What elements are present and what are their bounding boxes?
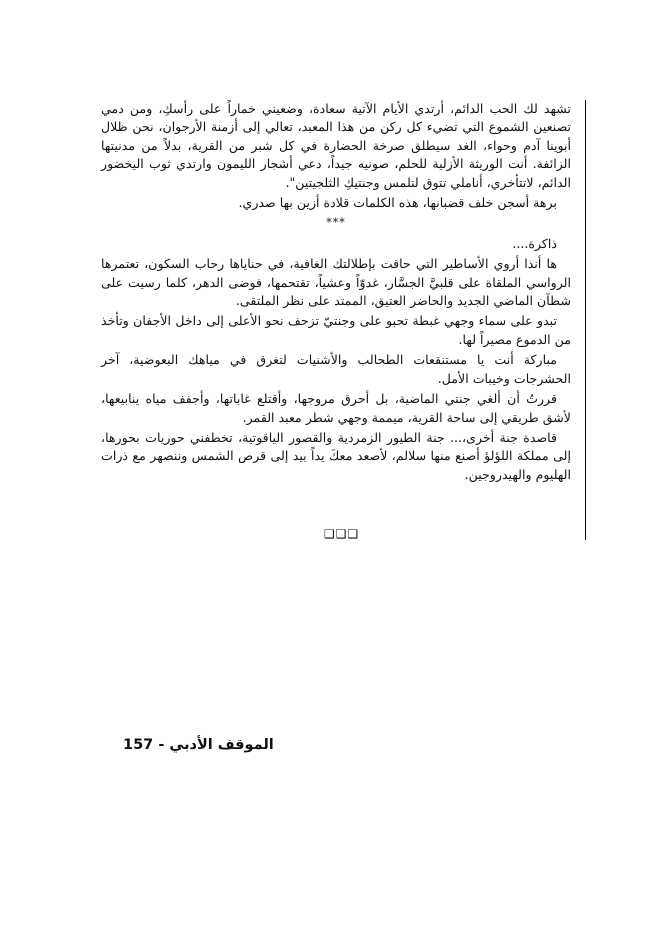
end-mark: ❑❑❑ [323, 527, 360, 541]
paragraph: برهة أسجن خلف قضبانها، هذه الكلمات قلادة أزين بها صدري. [238, 195, 557, 211]
page-footer: الموقف الأدبي - 157 [123, 737, 274, 753]
paragraph: قاصدة جنة أخرى،... جنة الطيور الزمردية والقصور الياقوتية، تخطفني حوريات بحورها، إلى مملكة اللؤلؤ أصنع منها سلالم، لأصعد معكَ يداً بيد إلى قرص الشمس وننصهر مع ذرات الهليوم والهيدروجين. [101, 429, 571, 482]
text-column [98, 100, 586, 540]
body-text [101, 100, 571, 486]
paragraph: مباركة أنت يا مستنقعات الطحالب والأشنيات لتغرق في مياهك البعوضية، آخر الحشرجات وخيبات الأمل. [101, 352, 571, 386]
paragraph: تبدو على سماء وجهي غبطة تحبو على وجنتيّ تزحف نحو الأعلى إلى داخل الأجفان وتأخذ من الدموع مصيراً لها. [101, 313, 571, 347]
section-heading: ذاكرة.... [512, 235, 557, 251]
section-separator: *** [326, 216, 346, 230]
paragraph: تشهد لك الحب الدائم، أرتدي الأيام الآتية سعادة، وضعيني خماراً على رأسكِ، ومن دمي تصنعين الشموع التي تضيء كل ركن من هذا المعبد، تعالي إلى أزمنة الأرجوان، نحن ظلال أبوينا آدم وحواء، الغد سيطلق صرخة الحضارة في كل شبر من القرية، بدلاً من مدنيتها الزائفة. أنت الوريثة الأزلية للحلم، صونيه جيداً، دعي أشجار الليمون وارتدي ثوب اليخضور الدائم، لاتتأخري، أناملي تتوق لتلمس وجنتيكِ الثلجيتين". [101, 101, 571, 190]
paragraph: قررتُ أن ألغي جنتي الماضية، بل أحرق مروجها، وأقتلع غاباتها، وأجفف مياه ينابيعها، لأشق طريقي إلى ساحة القرية، ميممة وجهي شطر معبد القمر. [101, 391, 571, 425]
paragraph: ها أنذا أروي الأساطير التي حاقت بإطلالتك الغافية، في حناياها رحاب السكون، تعتمرها الرواسي الملقاة على قلبيَّ الجسَّار، غدوّاً وعشياً، تقتحمها، فوضى الدهر، كلما رسيت على شطآن الماضي الجديد والحاضر العتيق، الممتد على نظر الملتقى. [101, 256, 571, 309]
